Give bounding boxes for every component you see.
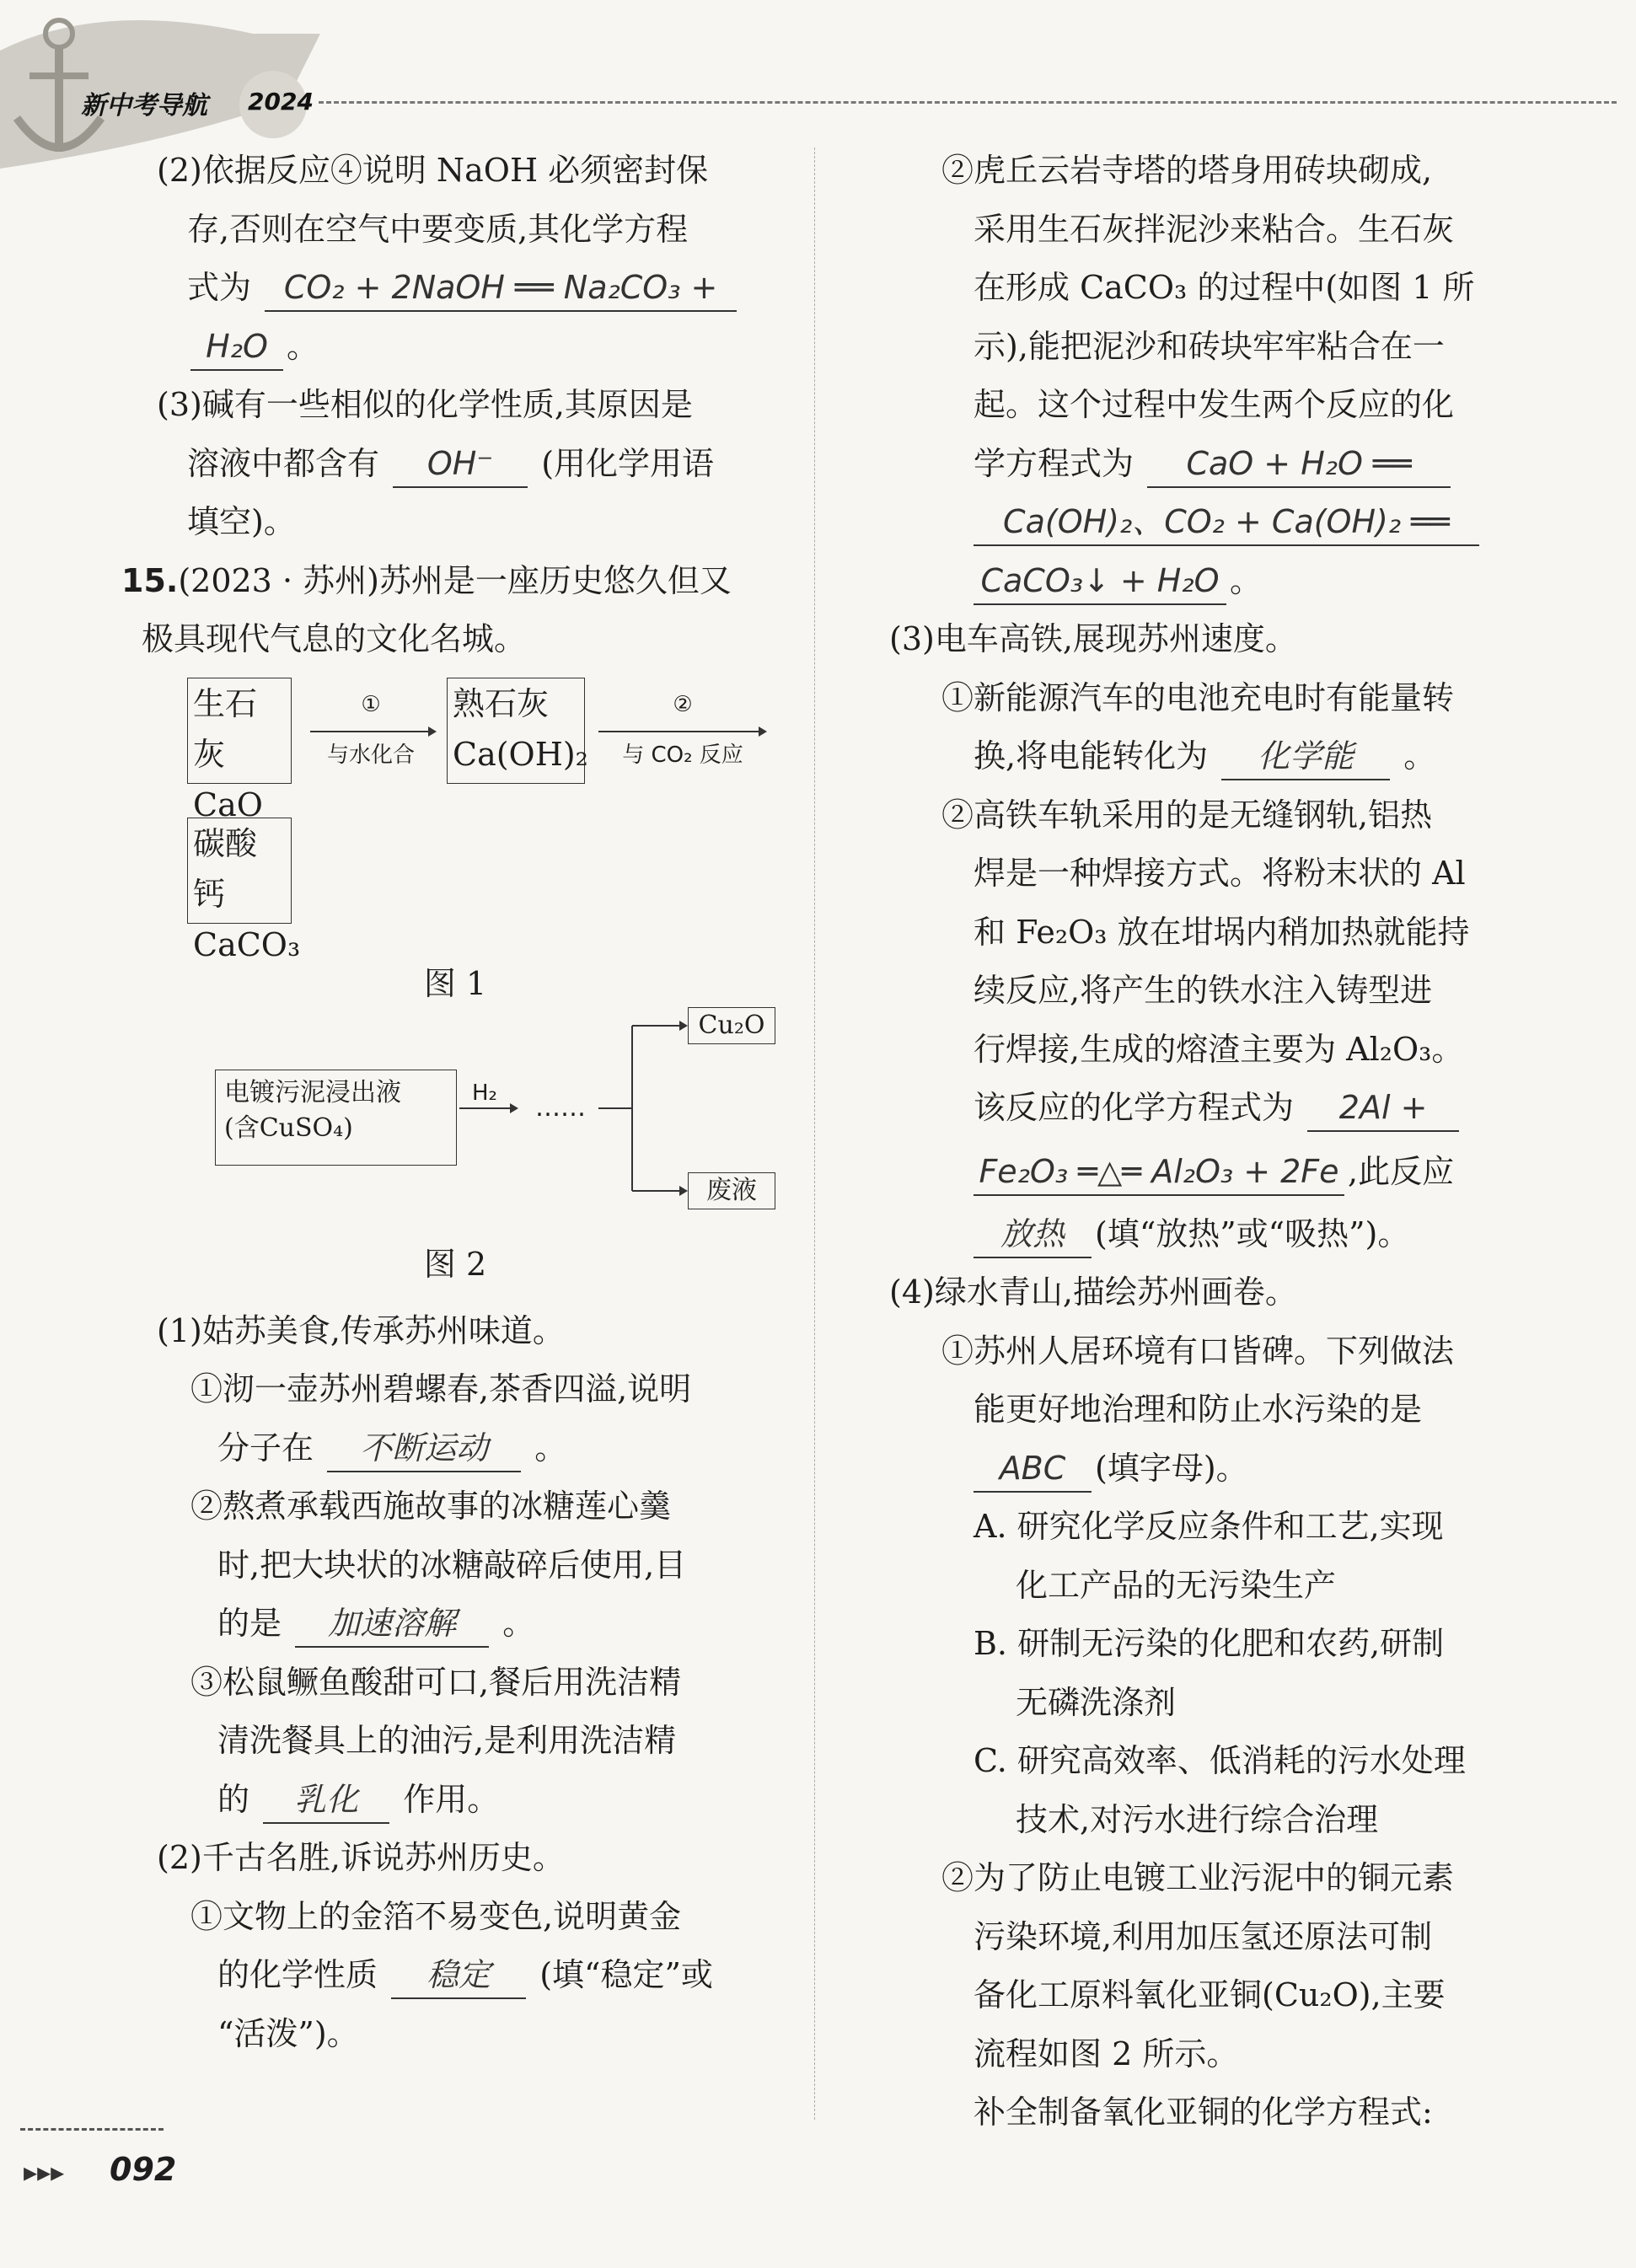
q2-answer-line xyxy=(126,318,801,377)
sub-question: (4)绿水青山,描绘苏州画卷。 xyxy=(889,1273,1297,1311)
box-slaked-lime xyxy=(447,678,588,784)
sub-question: (1)姑苏美食,传承苏州味道。 xyxy=(157,1311,565,1349)
item-text: (填“稳定”或 xyxy=(539,1956,713,1993)
sub-item-line: “活泼”)。 xyxy=(217,2014,359,2052)
q2-line: 存,否则在空气中要变质,其化学方程 xyxy=(187,210,689,248)
sub-item-answer-line xyxy=(889,493,1589,552)
sub-question: (3)电车高铁,展现苏州速度。 xyxy=(889,620,1297,657)
arrow-right-icon xyxy=(310,725,437,738)
item-text: 的 xyxy=(217,1780,250,1818)
sub-item-line: 示),能把泥沙和砖块牢牢粘合在一 xyxy=(974,327,1445,365)
sub-item-line: 行焊接,生成的熔渣主要为 Al₂O₃。 xyxy=(974,1030,1464,1068)
q15-text: (2023 · 苏州)苏州是一座历史悠久但又 xyxy=(178,561,732,599)
q2-answer-line xyxy=(126,259,801,318)
sub-item-answer-line xyxy=(889,727,1589,786)
sub-item: ①苏州人居环境有口皆碑。下列做法 xyxy=(941,1332,1455,1370)
item-text: 。 xyxy=(502,1605,535,1642)
option-b-cont: 无磷洗涤剂 xyxy=(1016,1683,1177,1721)
sub-item-answer-line xyxy=(126,1419,801,1478)
answer-blank: CaO + H₂O ══ xyxy=(1147,441,1451,488)
sub-item: ③松鼠鳜鱼酸甜可口,餐后用洗洁精 xyxy=(190,1663,682,1701)
item-text: ,此反应 xyxy=(1348,1152,1455,1190)
left-column xyxy=(121,142,801,2063)
arrow-condition-label: 与 CO₂ 反应 xyxy=(622,742,743,768)
item-text: (填“放热”或“吸热”)。 xyxy=(1095,1214,1410,1252)
answer-blank: 放热 xyxy=(974,1211,1092,1258)
sub-question: (2)千古名胜,诉说苏州历史。 xyxy=(157,1839,565,1876)
q3-text: (用化学用语 xyxy=(541,444,715,482)
box-formula: CaO xyxy=(193,785,263,823)
item-text: 学方程式为 xyxy=(974,444,1134,482)
sub-item: ①新能源汽车的电池充电时有能量转 xyxy=(941,678,1455,716)
q2-text: 式为 xyxy=(187,269,252,306)
sub-item-answer-line xyxy=(126,1946,801,2005)
q2-answer: CO₂ + 2NaOH ══ Na₂CO₃ + xyxy=(265,265,737,312)
process-dots: …… xyxy=(535,1092,586,1123)
sub-item-answer-line xyxy=(889,552,1589,611)
box-label: (含CuSO₄) xyxy=(224,1113,353,1143)
box-waste-liquid: 废液 xyxy=(688,1172,775,1209)
sub-item-answer-line xyxy=(889,435,1589,494)
sub-item-answer-line xyxy=(889,1440,1589,1499)
q3-line: 填空)。 xyxy=(187,503,296,540)
box-formula: CaCO₃ xyxy=(193,925,301,963)
series-title: 新中考导航 xyxy=(81,91,207,121)
column-divider xyxy=(814,147,815,2120)
answer-blank: 2Al + xyxy=(1307,1085,1459,1132)
sub-item-line: 续反应,将产生的铁水注入铸型进 xyxy=(974,972,1433,1009)
sub-item-line: 时,把大块状的冰糖敲碎后使用,目 xyxy=(217,1546,687,1584)
sub-item-answer-line xyxy=(889,1205,1589,1264)
box-label: 电镀污泥浸出液 xyxy=(224,1077,401,1107)
q2-answer-cont: H₂O xyxy=(190,324,283,371)
arrow-right-icon xyxy=(459,1102,518,1115)
box-label: 熟石灰 xyxy=(453,684,550,722)
series-year: 2024 xyxy=(248,88,314,115)
item-text: 作用。 xyxy=(403,1780,500,1818)
sub-item-line: 能更好地治理和防止水污染的是 xyxy=(974,1391,1423,1428)
box-label: 生石灰 xyxy=(193,684,258,773)
item-text: 的化学性质 xyxy=(217,1956,378,1993)
answer-blank: Ca(OH)₂、CO₂ + Ca(OH)₂ ══ xyxy=(974,499,1479,546)
arrow-step-label: ① xyxy=(361,691,381,717)
answer-blank: 不断运动 xyxy=(327,1425,521,1472)
answer-blank: 乳化 xyxy=(263,1777,389,1824)
sub-item-answer-line xyxy=(889,1079,1589,1138)
header-divider xyxy=(319,101,1617,104)
q3-answer: OH⁻ xyxy=(393,441,528,488)
right-column xyxy=(889,142,1589,2142)
answer-blank: 加速溶解 xyxy=(295,1600,489,1648)
item-text: 。 xyxy=(1403,737,1436,775)
sub-item-answer-line xyxy=(126,1771,801,1830)
sub-item: ①沏一壶苏州碧螺春,茶香四溢,说明 xyxy=(190,1370,692,1407)
sub-item: ②高铁车轨采用的是无缝钢轨,铝热 xyxy=(941,796,1433,834)
sub-item-line: 补全制备氧化亚铜的化学方程式: xyxy=(974,2094,1433,2131)
sub-item: ②为了防止电镀工业污泥中的铜元素 xyxy=(941,1859,1455,1896)
item-text: 。 xyxy=(1230,561,1263,599)
sub-item: ①文物上的金箔不易变色,说明黄金 xyxy=(190,1897,682,1935)
item-text: 换,将电能转化为 xyxy=(974,737,1209,775)
box-cuprous-oxide: Cu₂O xyxy=(688,1007,775,1044)
figure-caption: 图 2 xyxy=(423,1245,487,1283)
item-text: 。 xyxy=(534,1429,567,1466)
sub-item: ②虎丘云岩寺塔的塔身用砖块砌成, xyxy=(941,152,1433,189)
arrow-step-label: ② xyxy=(673,691,693,717)
sub-item-answer-line xyxy=(889,1138,1589,1205)
item-text: 该反应的化学方程式为 xyxy=(974,1089,1295,1126)
reagent-label: H₂ xyxy=(472,1080,497,1106)
sub-item-answer-line xyxy=(126,1595,801,1654)
sub-item: ②熬煮承载西施故事的冰糖莲心羹 xyxy=(190,1488,672,1525)
arrow-right-icon xyxy=(598,725,767,738)
option-c-cont: 技术,对污水进行综合治理 xyxy=(1016,1800,1379,1838)
figure-caption: 图 1 xyxy=(423,964,487,1002)
q15-line: 极具现代气息的文化名城。 xyxy=(142,620,527,657)
sub-item-line: 清洗餐具上的油污,是利用洗洁精 xyxy=(217,1722,677,1759)
sub-item-line: 和 Fe₂O₃ 放在坩埚内稍加热就能持 xyxy=(974,913,1470,951)
arrow-condition-label: 与水化合 xyxy=(326,742,415,768)
box-leachate xyxy=(215,1070,457,1166)
option-a-cont: 化工产品的无污染生产 xyxy=(1016,1566,1337,1604)
item-text: 的是 xyxy=(217,1605,282,1642)
question-number: 15. xyxy=(121,561,179,599)
box-calcium-carbonate xyxy=(187,818,301,963)
q2-text: 。 xyxy=(287,327,319,365)
option-a: A. 研究化学反应条件和工艺,实现 xyxy=(974,1508,1444,1545)
sub-item-line: 在形成 CaCO₃ 的过程中(如图 1 所 xyxy=(974,269,1475,306)
page-number: 092 xyxy=(110,2151,177,2188)
answer-blank: 化学能 xyxy=(1221,733,1390,780)
answer-blank: CaCO₃↓ + H₂O xyxy=(974,558,1226,605)
q3-line: (3)碱有一些相似的化学性质,其原因是 xyxy=(157,386,693,423)
item-text: (填字母)。 xyxy=(1095,1449,1248,1487)
q2-line: (2)依据反应④说明 NaOH 必须密封保 xyxy=(157,152,709,189)
sub-item-line: 流程如图 2 所示。 xyxy=(974,2035,1239,2072)
figure-2 xyxy=(126,1007,784,1226)
figure-1 xyxy=(126,669,784,963)
footer-divider xyxy=(20,2128,164,2131)
box-quicklime xyxy=(187,678,292,823)
answer-blank: Fe₂O₃ ═△═ Al₂O₃ + 2Fe xyxy=(974,1149,1344,1196)
box-label: 碳酸钙 xyxy=(193,824,258,913)
answer-blank: ABC xyxy=(974,1445,1092,1493)
sub-item-line: 焊是一种焊接方式。将粉末状的 Al xyxy=(974,855,1466,892)
option-b: B. 研制无污染的化肥和农药,研制 xyxy=(974,1625,1445,1662)
page-arrows-icon: ▸▸▸ xyxy=(24,2156,65,2188)
q15-stem xyxy=(121,552,801,611)
box-formula: Ca(OH)₂ xyxy=(453,735,588,773)
option-c: C. 研究高效率、低消耗的污水处理 xyxy=(974,1742,1466,1779)
item-text: 分子在 xyxy=(217,1429,314,1466)
q3-text: 溶液中都含有 xyxy=(187,444,380,482)
answer-blank: 稳定 xyxy=(391,1952,526,1999)
q3-answer-line xyxy=(126,435,801,494)
sub-item-line: 起。这个过程中发生两个反应的化 xyxy=(974,386,1455,423)
sub-item-line: 污染环境,利用加压氢还原法可制 xyxy=(974,1917,1433,1955)
sub-item-line: 备化工原料氧化亚铜(Cu₂O),主要 xyxy=(974,1976,1446,2013)
sub-item-line: 采用生石灰拌泥沙来粘合。生石灰 xyxy=(974,210,1455,248)
